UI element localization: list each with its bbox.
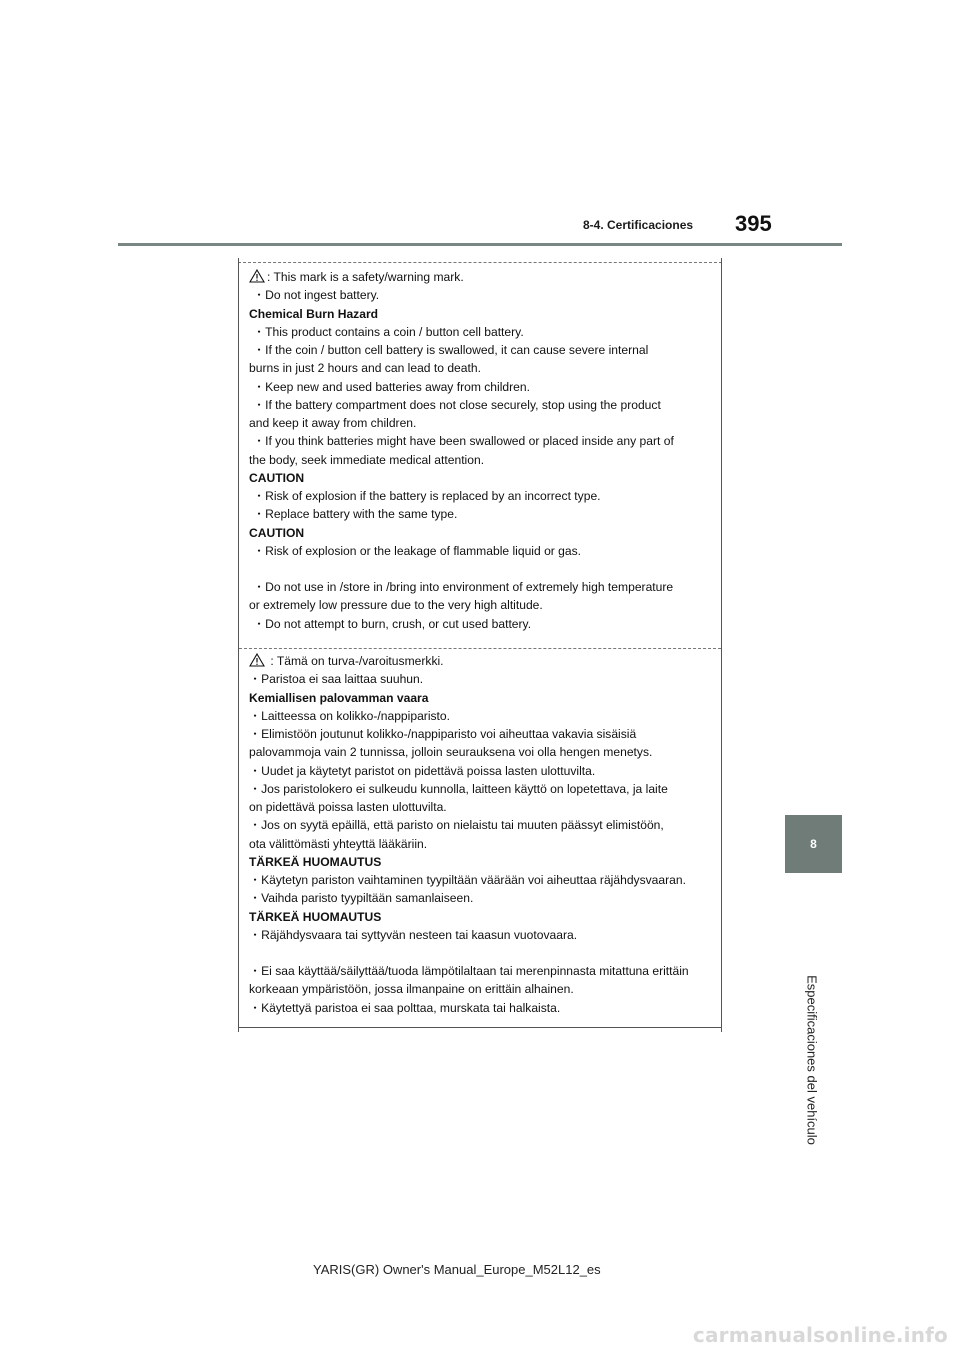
section-title: 8-4. Certificaciones — [583, 218, 694, 232]
english-line-11: ・Do not attempt to burn, crush, or cut used battery. — [253, 616, 532, 631]
english-line-10b: or extremely low pressure due to the very high altitude. — [249, 598, 543, 613]
finnish-line-10b: korkeaan ympäristöön, jossa ilmanpaine on erittäin alhainen. — [249, 982, 574, 997]
page-footer: YARIS(GR) Owner's Manual_Europe_M52L12_es — [313, 1262, 601, 1277]
chapter-tab — [785, 815, 842, 873]
english-line-9: ・Risk of explosion or the leakage of flammable liquid or gas. — [253, 543, 582, 558]
tick-top-left — [238, 258, 239, 266]
english-line-6b: the body, seek immediate medical attention. — [249, 452, 485, 467]
finnish-line-3a: ・Elimistöön joutunut kolikko-/nappiparisto voi aiheuttaa vakavia sisäisiä — [249, 727, 637, 741]
finnish-line-8: ・Vaihda paristo tyypiltään samanlaiseen. — [249, 891, 474, 906]
language-divider — [239, 648, 721, 649]
english-heading-caution-1: CAUTION — [249, 470, 305, 485]
english-line-7: ・Risk of explosion if the battery is replaced by an incorrect type. — [253, 489, 601, 503]
finnish-line-6b: ota välittömästi yhteyttä lääkäriin. — [249, 836, 428, 851]
battery-warning-label — [238, 262, 722, 1028]
english-line-8: ・Replace battery with the same type. — [253, 507, 458, 522]
finnish-mark-text: : Tämä on turva-/varoitusmerkki. — [267, 654, 444, 668]
chapter-number: 8 — [810, 837, 817, 851]
english-line-6a: ・If you think batteries might have been swallowed or placed inside any part of — [253, 434, 674, 449]
finnish-line-11: ・Käytettyä paristoa ei saa polttaa, murskata tai halkaista. — [249, 1000, 561, 1015]
tick-bottom-left — [238, 1024, 239, 1032]
finnish-mark-line — [249, 652, 715, 670]
spacer — [249, 560, 715, 578]
english-heading-chemical-burn: Chemical Burn Hazard — [249, 306, 379, 321]
english-line-5b: and keep it away from children. — [249, 416, 417, 430]
english-line-3b: burns in just 2 hours and can lead to death. — [249, 361, 481, 376]
warning-triangle-icon — [249, 653, 265, 667]
english-line-5a: ・If the battery compartment does not close securely, stop using the product — [253, 397, 661, 412]
english-mark-text: : This mark is a safety/warning mark. — [267, 270, 464, 284]
finnish-line-5a: ・Jos paristolokero ei sulkeudu kunnolla, laitteen käyttö on lopetettava, ja laite — [249, 781, 668, 796]
finnish-heading-chemical-burn: Kemiallisen palovamman vaara — [249, 690, 429, 705]
watermark: carmanualsonline.info — [692, 1323, 948, 1347]
finnish-line-3b: palovammoja vain 2 tunnissa, jolloin seurauksena voi olla hengen menetys. — [249, 745, 653, 760]
page-number: 395 — [735, 211, 772, 236]
english-line-4: ・Keep new and used batteries away from children. — [253, 379, 530, 394]
finnish-line-6a: ・Jos on syytä epäillä, että paristo on nielaistu tai muuten päässyt elimistöön, — [249, 818, 664, 833]
finnish-line-10a: ・Ei saa käyttää/säilyttää/tuoda lämpötilaltaan tai merenpinnasta mitattuna erittäin — [249, 964, 689, 978]
spacer — [249, 944, 715, 962]
english-line-1: ・Do not ingest battery. — [253, 288, 380, 303]
finnish-line-9: ・Räjähdysvaara tai syttyvän nesteen tai kaasun vuotovaara. — [249, 927, 578, 942]
finnish-panel — [249, 652, 715, 1017]
english-heading-caution-2: CAUTION — [249, 525, 305, 540]
english-line-3a: ・If the coin / button cell battery is swallowed, it can cause severe internal — [253, 343, 649, 357]
finnish-line-1: ・Paristoa ei saa laittaa suuhun. — [249, 672, 424, 687]
tick-bottom-right — [721, 1024, 722, 1032]
chapter-side-label: Especificaciones del vehículo — [804, 975, 820, 1145]
finnish-line-2: ・Laitteessa on kolikko-/nappiparisto. — [249, 708, 450, 723]
english-panel — [249, 268, 715, 633]
finnish-heading-important-2: TÄRKEÄ HUOMAUTUS — [249, 909, 382, 924]
english-mark-line — [249, 268, 715, 286]
english-line-2: ・This product contains a coin / button cell battery. — [253, 324, 524, 339]
finnish-line-7: ・Käytetyn pariston vaihtaminen tyypiltään väärään voi aiheuttaa räjähdysvaaran. — [249, 873, 686, 887]
finnish-heading-important-1: TÄRKEÄ HUOMAUTUS — [249, 854, 382, 869]
finnish-line-4: ・Uudet ja käytetyt paristot on pidettävä poissa lasten ulottuvilta. — [249, 763, 596, 778]
finnish-line-5b: on pidettävä poissa lasten ulottuvilta. — [249, 800, 447, 814]
header-rule — [118, 243, 842, 246]
warning-triangle-icon — [249, 269, 265, 283]
tick-top-right — [721, 258, 722, 266]
english-line-10a: ・Do not use in /store in /bring into environment of extremely high temperature — [253, 580, 674, 594]
